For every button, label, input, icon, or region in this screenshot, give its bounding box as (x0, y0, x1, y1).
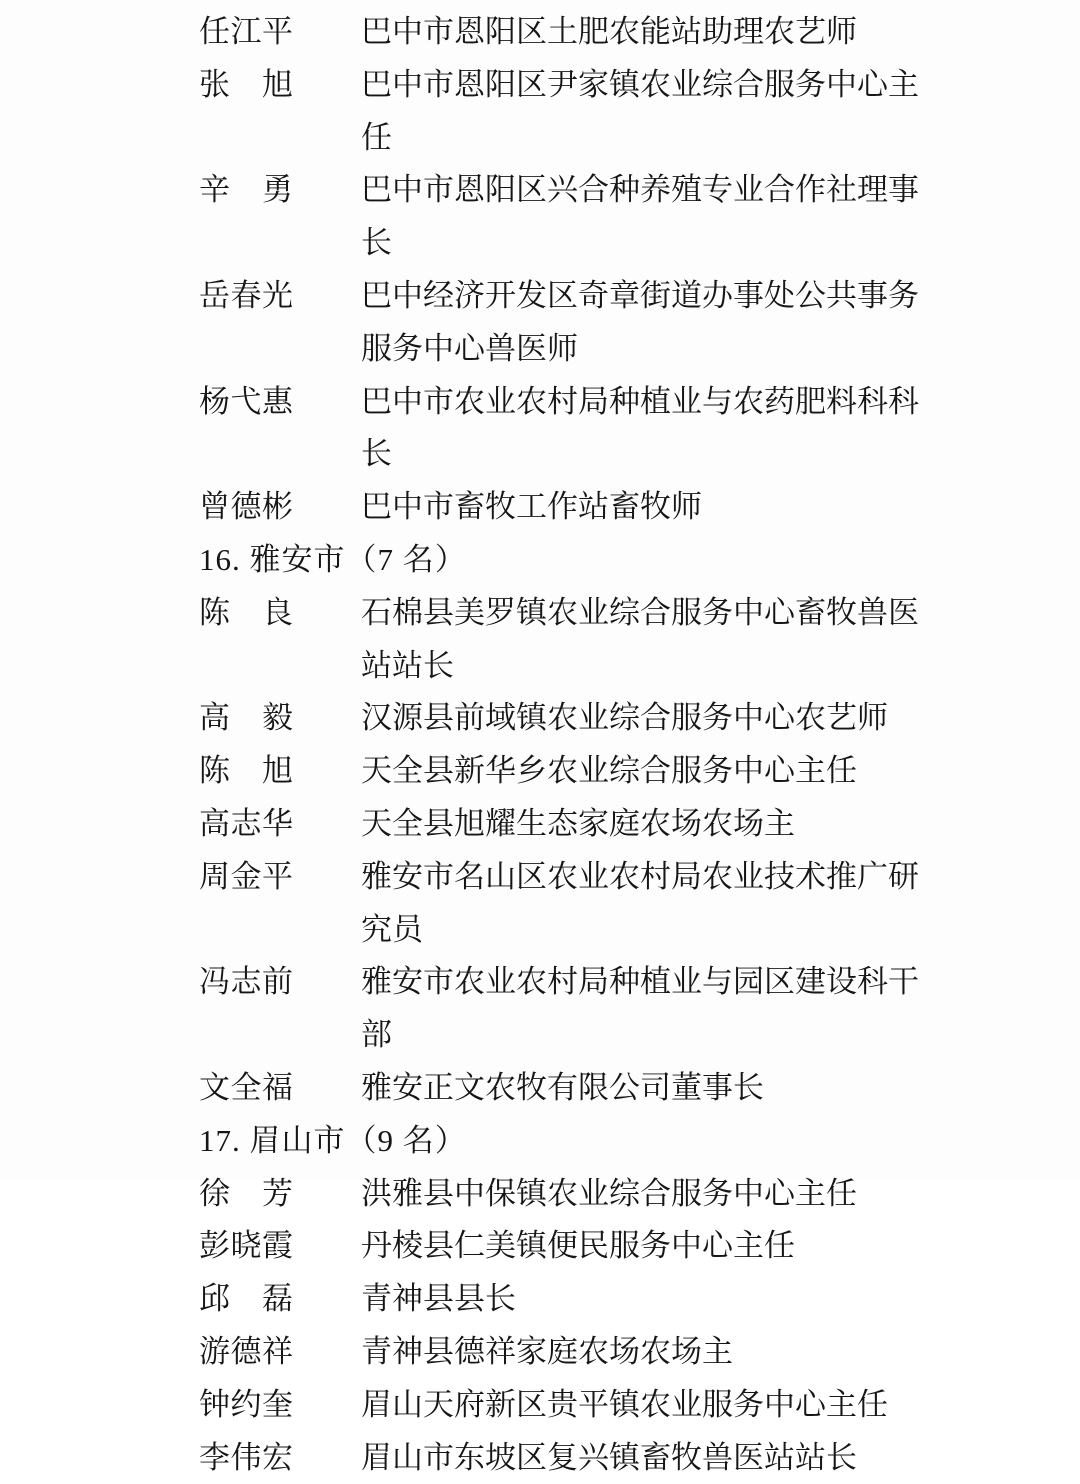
person-name: 高 毅 (199, 700, 294, 736)
person-title: 青神县德祥家庭农场农场主 (361, 1333, 733, 1369)
table-row (199, 587, 1080, 693)
person-name: 李伟宏 (199, 1439, 294, 1475)
person-name: 彭晓霞 (199, 1228, 294, 1264)
section-header-label: 16. 雅安市（7 名） (199, 541, 467, 577)
person-name: 徐 芳 (199, 1175, 294, 1211)
person-name: 周金平 (199, 858, 294, 894)
person-title: 眉山天府新区贵平镇农业服务中心主任 (361, 1386, 888, 1422)
person-title: 青神县县长 (361, 1281, 516, 1317)
person-title: 洪雅县中保镇农业综合服务中心主任 (361, 1175, 857, 1211)
person-name: 冯志前 (199, 964, 294, 1000)
table-row (199, 1432, 1080, 1484)
table-row (199, 1379, 1080, 1432)
table-row (199, 1220, 1080, 1273)
person-title: 天全县旭耀生态家庭农场农场主 (361, 805, 795, 841)
person-title: 石棉县美罗镇农业综合服务中心畜牧兽医站站长 (361, 594, 919, 683)
person-name: 辛 勇 (199, 172, 294, 208)
person-name: 曾德彬 (199, 489, 294, 525)
person-title: 巴中市恩阳区土肥农能站助理农艺师 (361, 14, 857, 49)
person-title: 汉源县前域镇农业综合服务中心农艺师 (361, 700, 888, 736)
person-name: 高志华 (199, 805, 294, 841)
table-row (199, 851, 1080, 957)
person-title: 丹棱县仁美镇便民服务中心主任 (361, 1228, 795, 1264)
person-name: 钟约奎 (199, 1386, 294, 1422)
person-name: 陈 良 (199, 594, 294, 630)
table-row (199, 481, 1080, 534)
person-title: 巴中经济开发区奇章街道办事处公共事务服务中心兽医师 (361, 277, 919, 366)
table-row (199, 1326, 1080, 1379)
person-name: 岳春光 (199, 277, 294, 313)
person-title: 巴中市恩阳区尹家镇农业综合服务中心主任 (361, 66, 919, 155)
person-name: 文全福 (199, 1069, 294, 1105)
table-row (199, 692, 1080, 745)
table-row (199, 6, 1080, 59)
person-name: 陈 旭 (199, 753, 294, 789)
section-header (199, 1115, 1080, 1168)
person-title: 巴中市恩阳区兴合种养殖专业合作社理事长 (361, 172, 919, 261)
table-row (199, 798, 1080, 851)
person-name: 杨弋惠 (199, 383, 294, 419)
person-name: 游德祥 (199, 1333, 294, 1369)
table-row (199, 270, 1080, 376)
person-title: 雅安正文农牧有限公司董事长 (361, 1069, 764, 1105)
section-header-label: 17. 眉山市（9 名） (199, 1122, 467, 1158)
person-name: 张 旭 (199, 66, 294, 102)
person-title: 巴中市畜牧工作站畜牧师 (361, 489, 702, 525)
table-row (199, 1273, 1080, 1326)
table-row (199, 376, 1080, 482)
person-name: 任江平 (199, 14, 294, 49)
person-title: 天全县新华乡农业综合服务中心主任 (361, 753, 857, 789)
person-title: 眉山市东坡区复兴镇畜牧兽医站站长 (361, 1439, 857, 1475)
table-row (199, 1062, 1080, 1115)
table-row (199, 164, 1080, 270)
table-row (199, 59, 1080, 165)
person-name: 邱 磊 (199, 1281, 294, 1317)
section-header (199, 534, 1080, 587)
table-row (199, 745, 1080, 798)
person-title: 雅安市名山区农业农村局农业技术推广研究员 (361, 858, 919, 947)
person-title: 雅安市农业农村局种植业与园区建设科干部 (361, 964, 919, 1053)
table-row (199, 1168, 1080, 1221)
person-title: 巴中市农业农村局种植业与农药肥料科科长 (361, 383, 919, 472)
table-row (199, 956, 1080, 1062)
